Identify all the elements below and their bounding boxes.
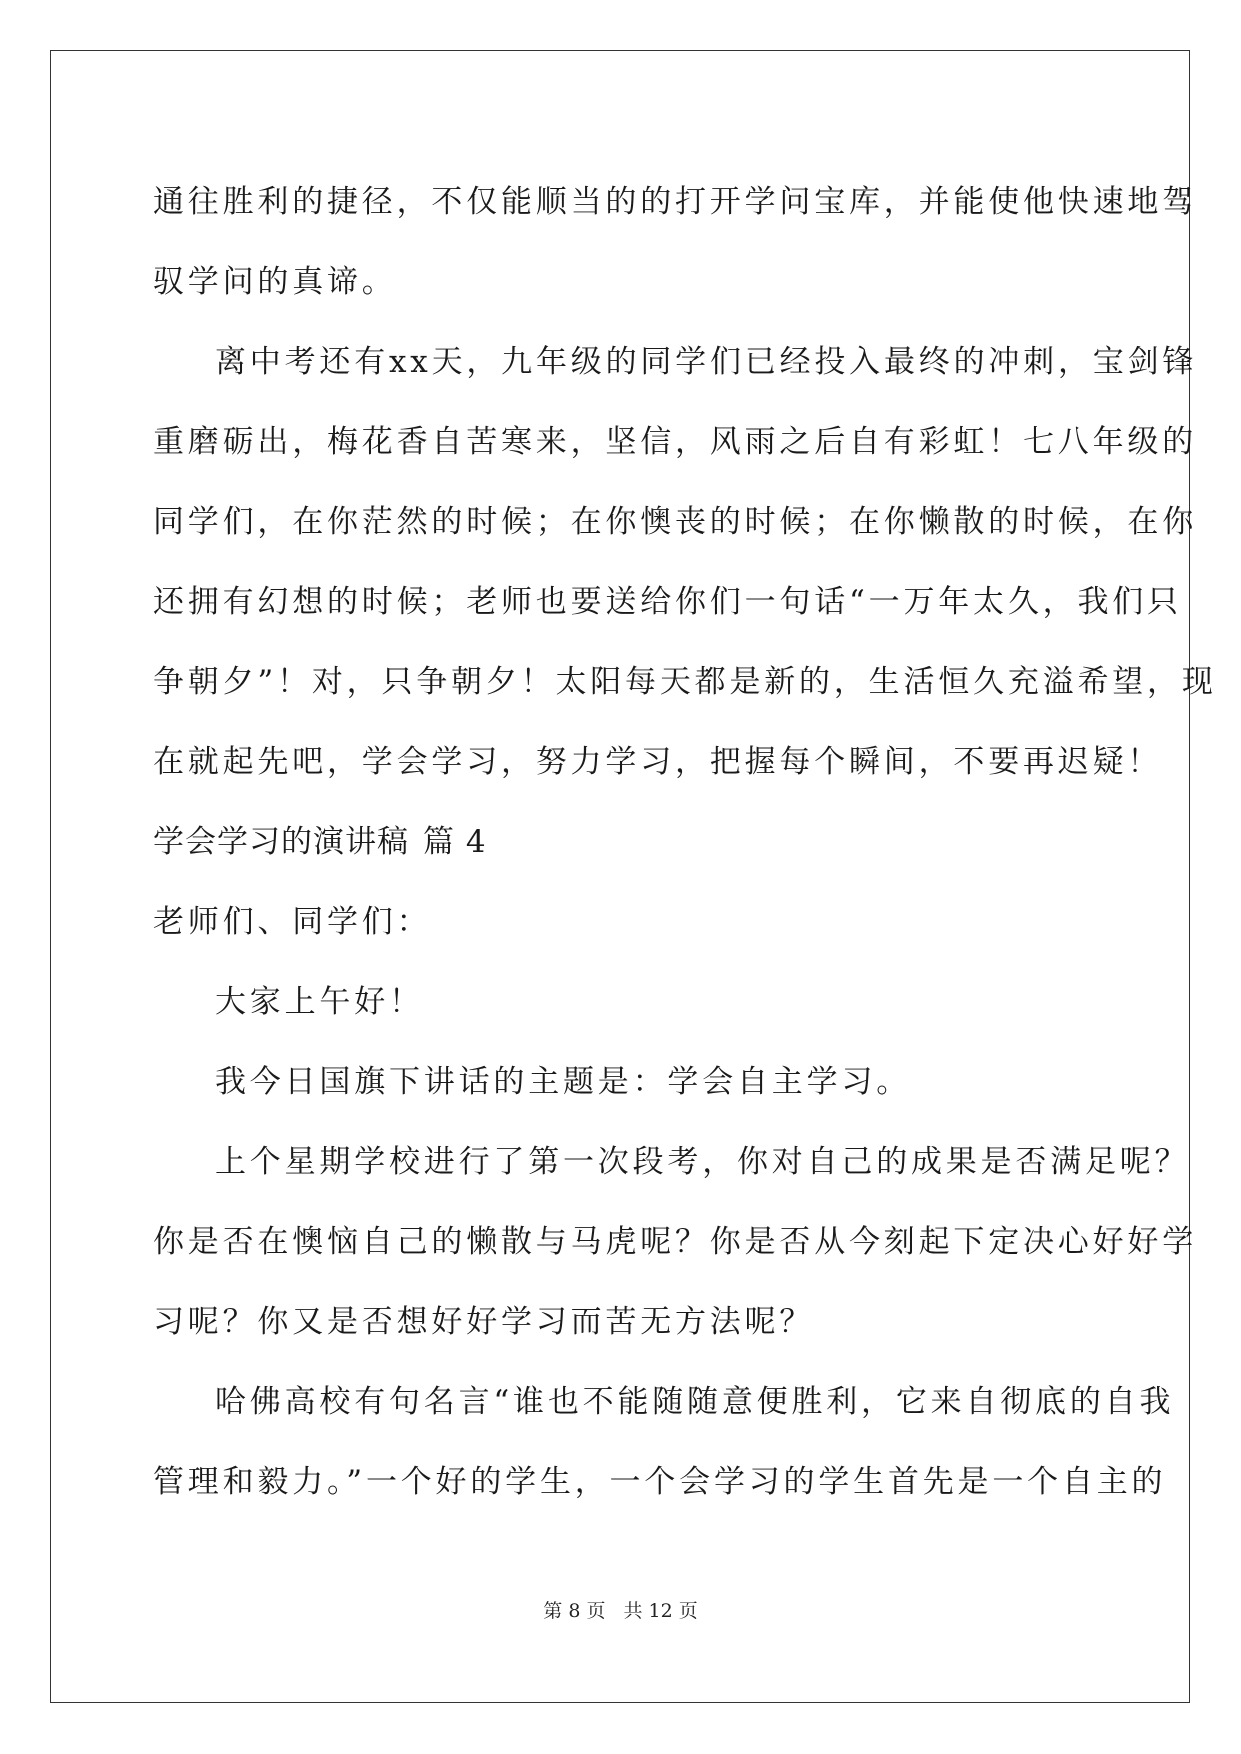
paragraph-line: 争朝夕”！对，只争朝夕！太阳每天都是新的，生活恒久充溢希望，现: [153, 664, 1217, 700]
section-part: 篇 4: [423, 824, 487, 860]
salutation: 老师们、同学们：: [153, 904, 432, 940]
paragraph-line: 习呢？你又是否想好好学习而苦无方法呢？: [153, 1304, 815, 1340]
paragraph-line: 驭学问的真谛。: [153, 264, 397, 300]
page-total: 共 12 页: [623, 1600, 698, 1622]
section-heading: [153, 802, 1093, 882]
paragraph-line: 同学们，在你茫然的时候；在你懊丧的时候；在你懒散的时候，在你: [153, 504, 1197, 540]
document-body: [153, 162, 1217, 1522]
paragraph-line: 在就起先吧，学会学习，努力学习，把握每个瞬间，不要再迟疑！: [153, 744, 1163, 780]
page-number: 第 8 页: [543, 1600, 606, 1622]
paragraph-line: 我今日国旗下讲话的主题是：学会自主学习。: [215, 1064, 911, 1100]
paragraph-line: 哈佛高校有句名言“谁也不能随随意便胜利，它来自彻底的自我: [215, 1384, 1175, 1420]
paragraph-line: 通往胜利的捷径，不仅能顺当的的打开学问宝库，并能使他快速地驾: [153, 184, 1197, 220]
paragraph-line: 离中考还有xx天，九年级的同学们已经投入最终的冲刺，宝剑锋: [215, 344, 1198, 380]
page-footer: [0, 1596, 1241, 1623]
paragraph-line: 你是否在懊恼自己的懒散与马虎呢？你是否从今刻起下定决心好好学: [153, 1224, 1197, 1260]
greeting: 大家上午好！: [215, 984, 424, 1020]
paragraph-line: 还拥有幻想的时候；老师也要送给你们一句话“一万年太久，我们只: [153, 584, 1182, 620]
paragraph-line: 上个星期学校进行了第一次段考，你对自己的成果是否满足呢？: [215, 1144, 1190, 1180]
paragraph-line: 管理和毅力。”一个好的学生，一个会学习的学生首先是一个自主的: [153, 1464, 1167, 1500]
paragraph-line: 重磨砺出，梅花香自苦寒来，坚信，风雨之后自有彩虹！七八年级的: [153, 424, 1197, 460]
section-title: 学会学习的演讲稿: [153, 824, 409, 860]
